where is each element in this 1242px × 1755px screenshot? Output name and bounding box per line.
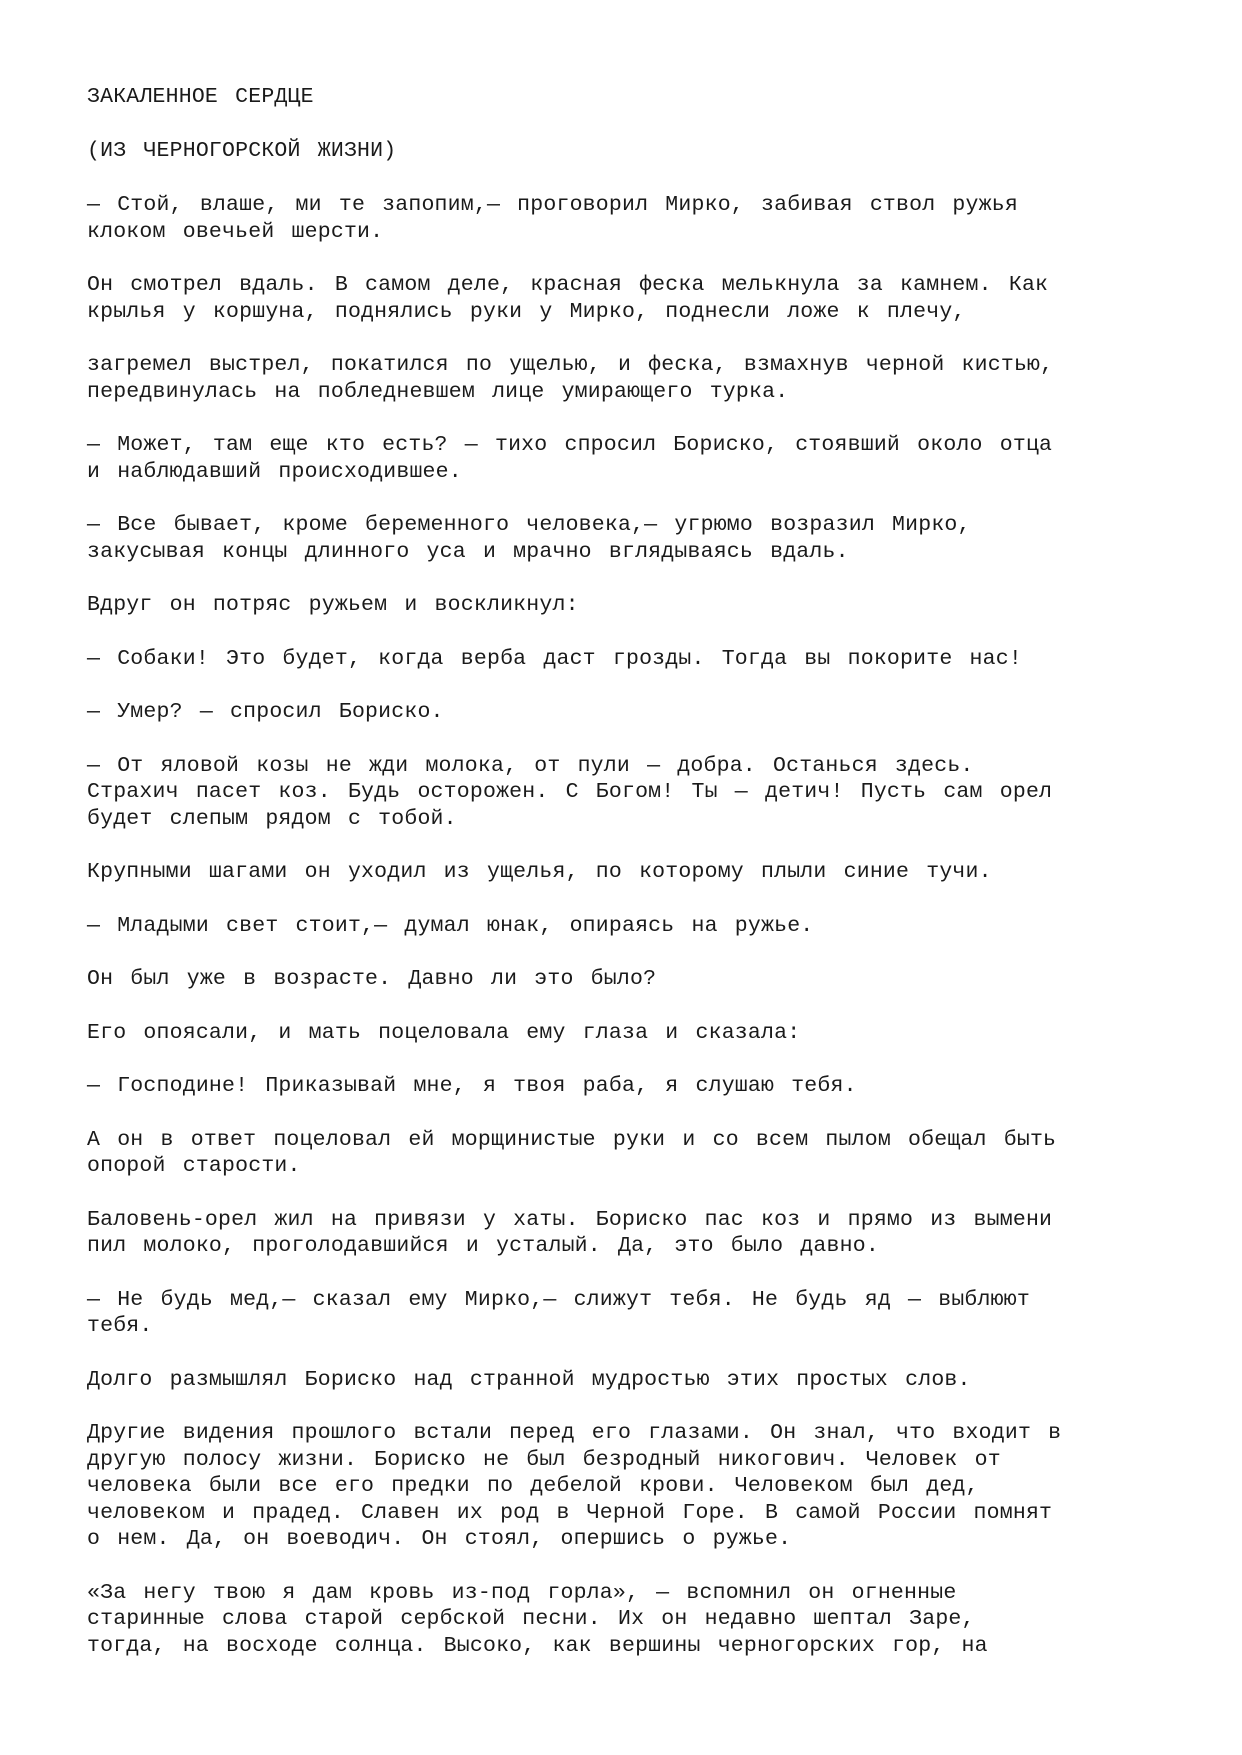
paragraph-12: Он был уже в возрасте. Давно ли это было? — [87, 967, 657, 991]
paragraph-13: Его опоясали, и мать поцеловала ему глаза и сказала: — [87, 1020, 801, 1045]
paragraph-4: — Может, там еще кто есть? — тихо спросил Бориско, стоявший около отца и наблюдавший происходившее. — [87, 433, 1053, 484]
paragraph-17: — Не будь мед,— сказал ему Мирко,— слижут тебя. Не будь яд — выблюют тебя. — [87, 1287, 1030, 1338]
paragraph-5: — Все бывает, кроме беременного человека,— угрюмо возразил Мирко, закусывая концы длинного уса и мрачно вглядываясь вдаль. — [87, 513, 971, 564]
paragraph-11: — Младыми свет стоит,— думал юнак, опираясь на ружье. — [87, 913, 814, 938]
paragraph-20: «За негу твою я дам кровь из-под горла», — вспомнил он огненные старинные слова старой сербской песни. Их он недавно шептал Заре, тогда, на восходе солнца. Высоко, как вершины черногорских гор, на — [87, 1580, 988, 1658]
paragraph-10: Крупными шагами он уходил из ущелья, по которому плыли синие тучи. — [87, 860, 992, 884]
paragraph-14: — Господине! Приказывай мне, я твоя раба, я слушаю тебя. — [87, 1074, 857, 1098]
paragraph-18: Долго размышлял Бориско над странной мудростью этих простых слов. — [87, 1367, 971, 1392]
document-title: ЗАКАЛЕННОЕ СЕРДЦЕ — [87, 85, 314, 109]
paragraph-15: А он в ответ поцеловал ей морщинистые руки и со всем пылом обещал быть опорой старости. — [87, 1127, 1057, 1178]
paragraph-9: — От яловой козы не жди молока, от пули — добра. Останься здесь. Страхич пасет коз. Будь осторожен. С Богом! Ты — детич! Пусть сам орел будет слепым рядом с тобой. — [87, 753, 1053, 831]
paragraph-16: Баловень-орел жил на привязи у хаты. Бориско пас коз и прямо из вымени пил молоко, проголодавшийся и усталый. Да, это было давно. — [87, 1207, 1053, 1258]
paragraph-1: — Стой, влаше, ми те запопим,— проговорил Мирко, забивая ствол ружья клоком овечьей шерсти. — [87, 193, 1018, 244]
paragraph-3: загремел выстрел, покатился по ущелью, и феска, взмахнув черной кистью, передвинулась на побледневшем лице умирающего турка. — [87, 353, 1054, 404]
paragraph-6: Вдруг он потряс ружьем и воскликнул: — [87, 593, 579, 617]
paragraph-19: Другие видения прошлого встали перед его глазами. Он знал, что входит в другую полосу жизни. Бориско не был безродный никогович. Человек от человека были все его предки по дебелой крови. Человеком был дед, человеком и прадед. Славен их род в Черной Горе. В самой России помнят о нем. Да, он воеводич. Он стоял, опершись о ружье. — [87, 1421, 1062, 1551]
paragraph-7: — Собаки! Это будет, когда верба даст грозды. Тогда вы покорите нас! — [87, 646, 1022, 671]
paragraph-8: — Умер? — спросил Бориско. — [87, 700, 444, 724]
document-body — [87, 84, 1177, 1686]
document-subtitle: (ИЗ ЧЕРНОГОРСКОЙ ЖИЗНИ) — [87, 138, 397, 163]
paragraph-2: Он смотрел вдаль. В самом деле, красная феска мелькнула за камнем. Как крылья у коршуна, поднялись руки у Мирко, поднесли ложе к плечу, — [87, 273, 1049, 324]
